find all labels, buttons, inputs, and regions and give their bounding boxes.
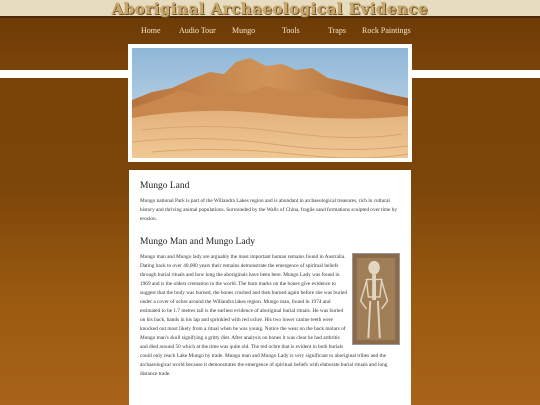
nav-home[interactable]: Home	[141, 26, 161, 35]
nav-traps[interactable]: Traps	[328, 26, 346, 35]
nav-rock-paintings[interactable]: Rock Paintings	[362, 26, 411, 35]
hero-frame	[128, 44, 412, 162]
section-text-mungo-man-lady	[140, 253, 400, 379]
nav-tools[interactable]: Tools	[282, 26, 300, 35]
section-title-mungo-man-lady: Mungo Man and Mungo Lady	[140, 237, 256, 247]
hero-landscape-image	[132, 48, 408, 158]
nav-mungo[interactable]: Mungo	[232, 26, 256, 35]
section-text-body: Mungo man and Mungo lady are arguably the most important human remains found in Australia. Dating back to over 40,000 years their remains demonstrate the emergence of spiritual beliefs through burial rituals and how long the aboriginals have been here. Mungo Lady was found in 1969 and is the oldest cremation in the world. The burn marks on the bones give evidence to suggest that the body was burned, the bones crushed and then burned again before she was buried under a cover of ochre around the Willandra lakes region. Mungo man, found in 1974 and estimated to be 1.7 metres tall is the earliest evidence of aboriginal burial rituals. He was buried on his back, hands in his lap and sprinkled with red ochre. His two lower canine teeth were knocked out most likely from a ritual when he was young. Notice the wear on the back molars of Mungo man's skull signifying a gritty diet. After analysis on bones it was clear he had arthritis and died around 50 which at the time was quite old. The red ochre that is evident in both burials could only reach Lake Mungo by trade. Mungo man and Mungo Lady is very significant to aboriginal tribes and the archaeological world because it demonstrates the emergence of spiritual beliefs with elaborate burial rituals and long distance trade.	[140, 254, 388, 377]
main-nav	[0, 20, 540, 44]
section-title-mungo-land: Mungo Land	[140, 181, 190, 191]
content-panel	[129, 170, 411, 405]
section-text-mungo-land: Mungo national Park is part of the Willandra Lakes region and is abundant in archaeological treasures, rich in cultural history and thriving animal populations. Surrounded by the Walls of China, fragile sand formations sculpted over time by erosion.	[140, 198, 398, 222]
site-title: Aboriginal Archaeological Evidence	[111, 0, 429, 18]
nav-audio-tour[interactable]: Audio Tour	[179, 26, 216, 35]
burial-skeleton-photo	[352, 253, 400, 345]
site-banner	[0, 0, 540, 18]
